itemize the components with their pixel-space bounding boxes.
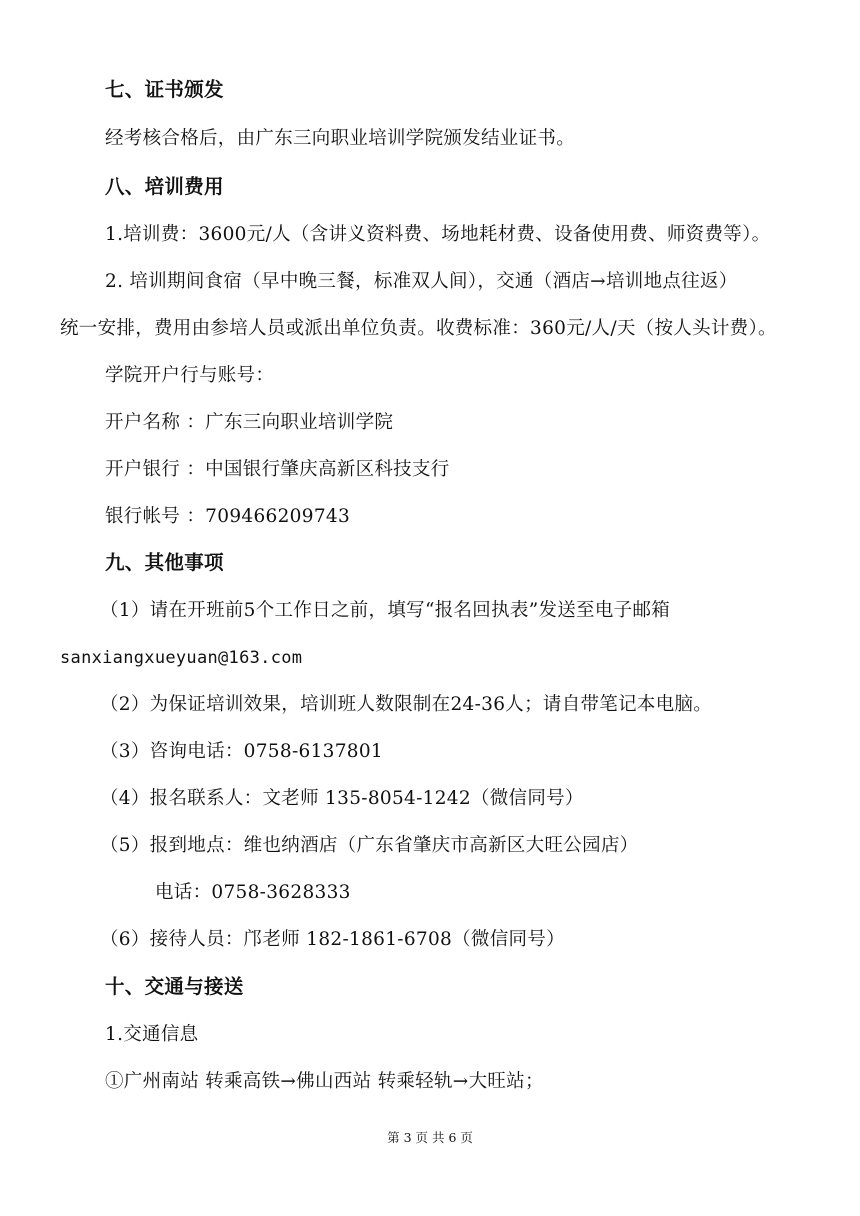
accommodation-item-line1: 2. 培训期间食宿（早中晚三餐，标准双人间），交通（酒店→培训地点往返） bbox=[105, 271, 738, 292]
section-7-body: 经考核合格后，由广东三向职业培训学院颁发结业证书。 bbox=[105, 128, 576, 149]
account-name: 开户名称 ：广东三向职业培训学院 bbox=[105, 412, 394, 433]
section-8-heading: 八、培训费用 bbox=[105, 175, 224, 198]
section-10-heading: 十、交通与接送 bbox=[105, 975, 244, 998]
route-1: ①广州南站 转乘高铁→佛山西站 转乘轻轨→大旺站； bbox=[105, 1071, 544, 1092]
accommodation-item-line2: 统一安排，费用由参培人员或派出单位负责。收费标准：360元/人/天（按人头计费）。 bbox=[60, 318, 777, 339]
contact-email: sanxiangxueyuan@163.com bbox=[60, 648, 303, 668]
account-number: 银行帐号 ：709466209743 bbox=[105, 506, 351, 527]
notice-item-5: （5）报到地点：维也纳酒店（广东省肇庆市高新区大旺公园店） bbox=[100, 835, 639, 856]
notice-item-4: （4）报名联系人：文老师 135-8054-1242（微信同号） bbox=[100, 788, 584, 809]
section-7-heading: 七、证书颁发 bbox=[105, 78, 224, 101]
notice-item-3: （3）咨询电话：0758-6137801 bbox=[100, 741, 383, 762]
section-9-heading: 九、其他事项 bbox=[105, 551, 224, 574]
transport-info-item: 1.交通信息 bbox=[105, 1024, 199, 1045]
notice-item-1-line1: （1）请在开班前5个工作日之前，填写“报名回执表”发送至电子邮箱 bbox=[100, 600, 671, 621]
notice-item-6: （6）接待人员：邝老师 182-1861-6708（微信同号） bbox=[100, 929, 565, 950]
account-bank: 开户银行 ：中国银行肇庆高新区科技支行 bbox=[105, 459, 450, 480]
training-fee-item: 1.培训费：3600元/人（含讲义资料费、场地耗材费、设备使用费、师资费等）。 bbox=[105, 224, 771, 245]
account-intro: 学院开户行与账号： bbox=[105, 365, 275, 386]
hotel-phone: 电话：0758-3628333 bbox=[155, 882, 351, 903]
page-number-footer: 第 3 页 共 6 页 bbox=[387, 1130, 473, 1145]
notice-item-2: （2）为保证培训效果，培训班人数限制在24-36人；请自带笔记本电脑。 bbox=[100, 694, 713, 715]
